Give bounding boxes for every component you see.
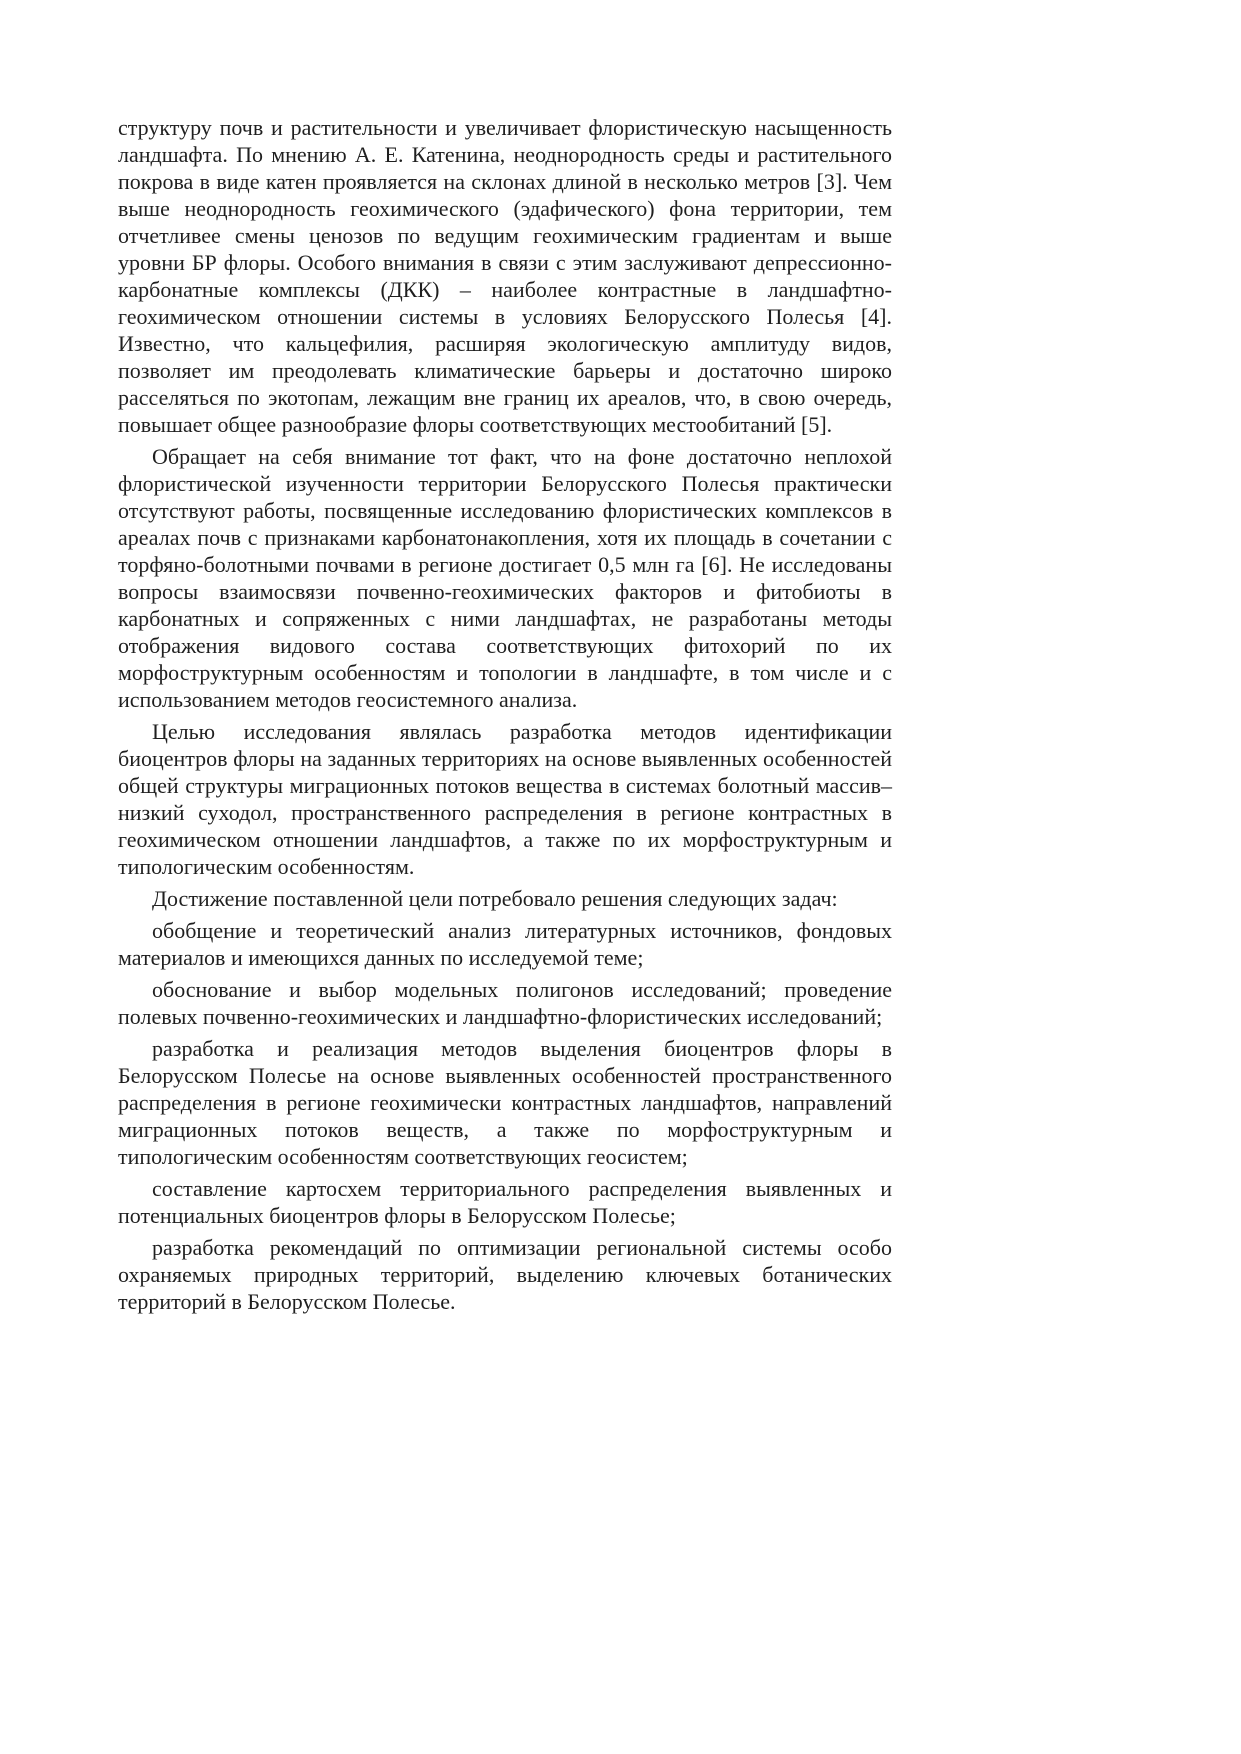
task-item-recommendations: разработка рекомендаций по оптимизации региональной системы особо охраняемых природных территорий, выделению ключевых ботанических территорий в Белорусском Полесье. xyxy=(118,1235,892,1314)
task-item-field-research: обоснование и выбор модельных полигонов исследований; проведение полевых почвенно-геохимических и ландшафтно-флористических исследований; xyxy=(118,977,892,1029)
task-item-map-schemes: составление картосхем территориального распределения выявленных и потенциальных биоцентров флоры в Белорусском Полесье; xyxy=(118,1176,892,1228)
paragraph-tasks-intro: Достижение поставленной цели потребовало решения следующих задач: xyxy=(152,886,838,911)
paragraph-continuation: структуру почв и растительности и увеличивает флористическую насыщенность ландшафта. По мнению А. Е. Катенина, неоднородность среды и растительного покрова в виде катен проявляется на склонах длиной в несколько метров [3]. Чем выше неоднородность геохимического (эдафического) фона территории, тем отчетливее смены ценозов по ведущим геохимическим градиентам и выше уровни БР флоры. Особого внимания в связи с этим заслуживают депрессионно-карбонатные комплексы (ДКК) – наиболее контрастные в ландшафтно-геохимическом отношении системы в условиях Белорусского Полесья [4]. Известно, что кальцефилия, расширяя экологическую амплитуду видов, позволяет им преодолевать климатические барьеры и достаточно широко расселяться по экотопам, лежащим вне границ их ареалов, что, в свою очередь, повышает общее разнообразие флоры соответствующих местообитаний [5]. xyxy=(118,115,892,437)
page-body xyxy=(118,114,892,1320)
task-item-literature-analysis: обобщение и теоретический анализ литературных источников, фондовых материалов и имеющихся данных по исследуемой теме; xyxy=(118,918,892,970)
task-item-methods-development: разработка и реализация методов выделения биоцентров флоры в Белорусском Полесье на основе выявленных особенностей пространственного распределения в регионе геохимически контрастных ландшафтов, направлений миграционных потоков веществ, а также по морфоструктурным и типологическим особенностям соответствующих геосистем; xyxy=(118,1036,892,1169)
paragraph-research-gap: Обращает на себя внимание тот факт, что на фоне достаточно неплохой флористической изученности территории Белорусского Полесья практически отсутствуют работы, посвященные исследованию флористических комплексов в ареалах почв с признаками карбонатонакопления, хотя их площадь в сочетании с торфяно-болотными почвами в регионе достигает 0,5 млн га [6]. Не исследованы вопросы взаимосвязи почвенно-геохимических факторов и фитобиоты в карбонатных и сопряженных с ними ландшафтах, не разработаны методы отображения видового состава соответствующих фитохорий по их морфоструктурным особенностям и топологии в ландшафте, в том числе и с использованием методов геосистемного анализа. xyxy=(118,444,892,712)
paragraph-research-goal: Целью исследования являлась разработка методов идентификации биоцентров флоры на заданных территориях на основе выявленных особенностей общей структуры миграционных потоков вещества в системах болотный массив–низкий суходол, пространственного распределения в регионе контрастных в геохимическом отношении ландшафтов, а также по их морфоструктурным и типологическим особенностям. xyxy=(118,719,892,879)
